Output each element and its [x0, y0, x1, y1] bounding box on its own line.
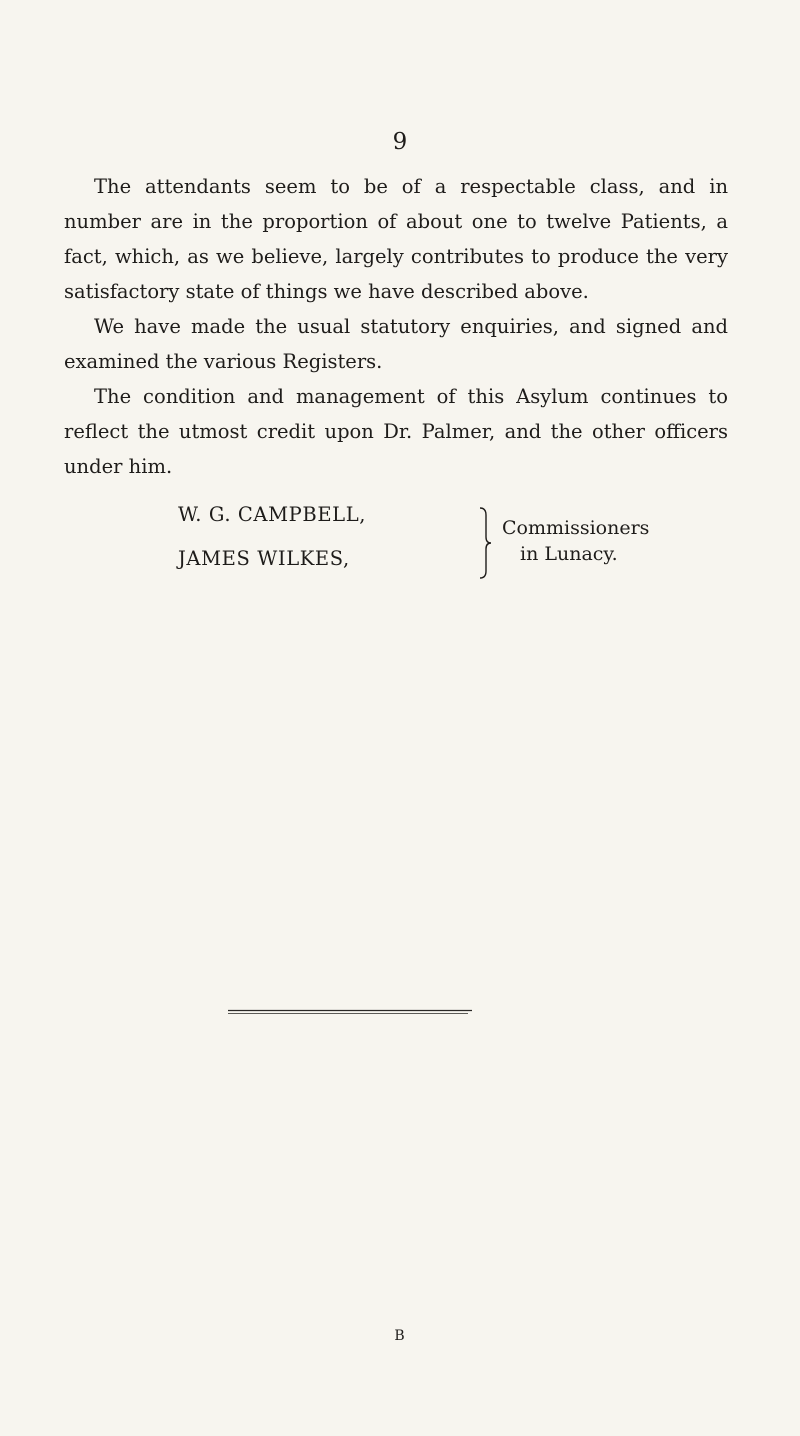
curly-brace-icon — [478, 507, 492, 579]
signatory-name-1: W. G. CAMPBELL, — [178, 503, 367, 526]
signatory-name-2: JAMES WILKES, — [178, 547, 350, 570]
paragraph-attendants: The attendants seem to be of a respectable class, and in number are in the proportion of about one to twelve Patients, a fact, which, as we believe, largely contributes to produce the very satisfactory state of things we have described above. — [64, 175, 728, 303]
paragraph-condition: The condition and management of this Asylum continues to reflect the utmost credit upon Dr. Palmer, and the other officers under him. — [64, 385, 728, 478]
signatory-role-line-1: Commissioners — [502, 517, 650, 539]
paragraph-enquiries: We have made the usual statutory enquiries, and signed and examined the various Registers. — [64, 315, 728, 373]
body-text — [64, 169, 728, 484]
page-number: 9 — [392, 129, 408, 155]
signatory-role-line-2: in Lunacy. — [520, 543, 618, 565]
signature-block — [178, 503, 738, 593]
closing-rule — [228, 1009, 472, 1015]
signature-mark: B — [394, 1328, 406, 1344]
